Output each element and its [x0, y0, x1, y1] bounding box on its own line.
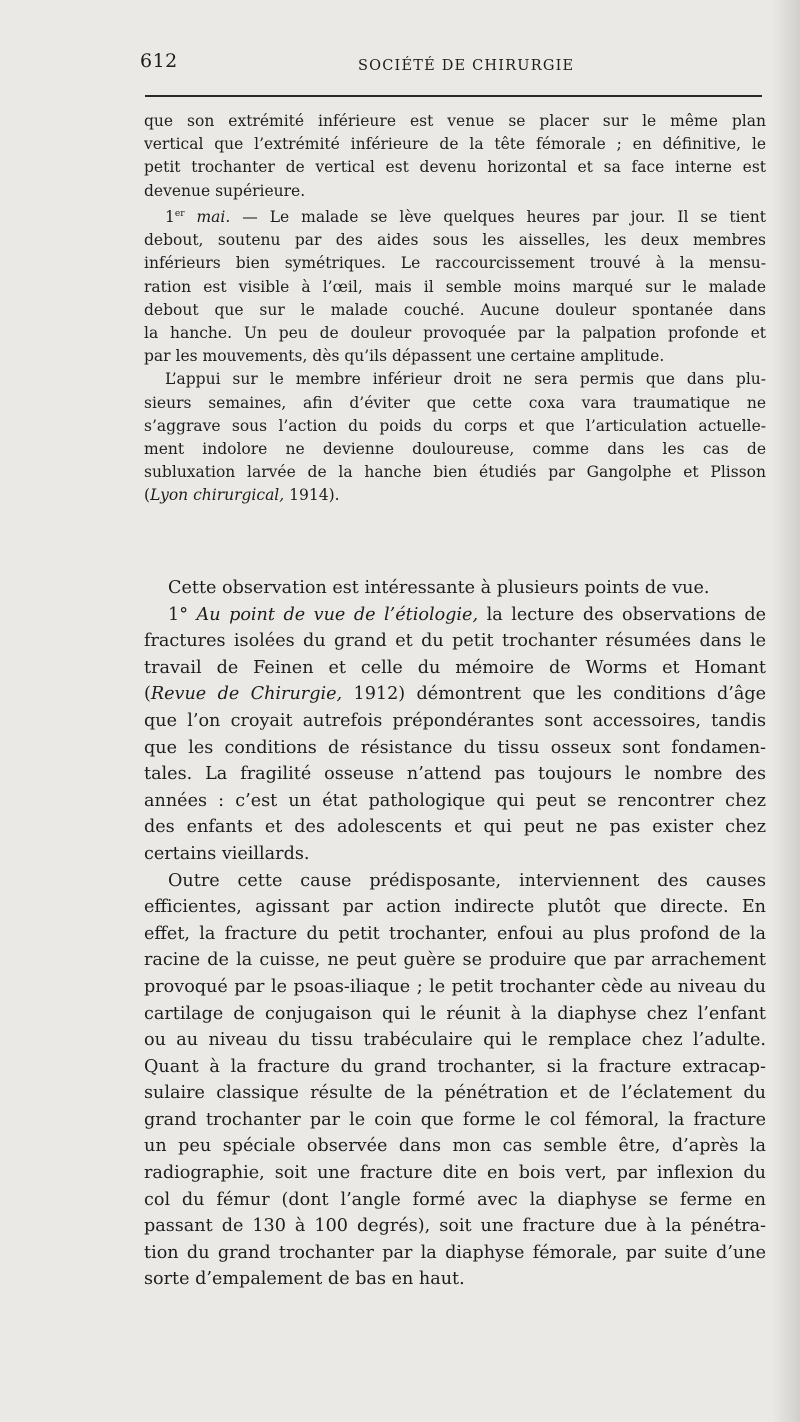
text-line: L’appui sur le membre inférieur droit ne sera permis que dans plu-: [165, 370, 766, 389]
text-line: années : c’est un état pathologique qui peut se rencontrer chez: [144, 790, 766, 811]
text-fragment: — Le malade se lève quelques heures par jour. Il se tient: [242, 207, 766, 226]
citation-title: Lyon chirurgical,: [150, 486, 285, 505]
text-line: s’aggrave sous l’action du poids du corps et que l’articulation actuelle-: [144, 416, 766, 435]
text-line: par les mouvements, dès qu’ils dépassent une certaine amplitude.: [144, 347, 665, 366]
text-line: racine de la cuisse, ne peut guère se produire que par arrachement: [144, 950, 766, 971]
text-fragment: 1°: [168, 604, 188, 625]
header-rule: [145, 95, 762, 97]
text-line: cartilage de conjugaison qui le réunit à la diaphyse chez l’enfant: [144, 1003, 766, 1024]
text-line: certains vieillards.: [144, 843, 310, 864]
text-fragment: la lecture des observations de: [486, 604, 767, 625]
text-line: vertical que l’extrémité inférieure de la tête fémorale ; en définitive, le: [144, 135, 766, 154]
text-line: petit trochanter de vertical est devenu horizontal et sa face interne est: [144, 158, 766, 177]
text-line: devenue supérieure.: [144, 181, 306, 200]
text-line: ration est visible à l’œil, mais il semble moins marqué sur le malade: [144, 277, 766, 296]
text-line: efficientes, agissant par action indirecte plutôt que directe. En: [144, 897, 766, 918]
text-line: subluxation larvée de la hanche bien étudiés par Gangolphe et Plisson: [144, 463, 766, 482]
text-line: grand trochanter par le coin que forme le col fémoral, la fracture: [144, 1109, 766, 1130]
text-line: un peu spéciale observée dans mon cas semble être, d’après la: [144, 1136, 766, 1157]
text-line: sieurs semaines, afin d’éviter que cette coxa vara traumatique ne: [144, 393, 766, 412]
text-line: inférieurs bien symétriques. Le raccourcissement trouvé à la mensu-: [144, 254, 766, 273]
text-line: des enfants et des adolescents et qui peut ne pas exister chez: [144, 817, 766, 838]
text-line: [144, 602, 766, 629]
text-line: Outre cette cause prédisposante, interviennent des causes: [168, 870, 766, 891]
text-line: effet, la fracture du petit trochanter, enfoui au plus profond de la: [144, 923, 766, 944]
text-line: tion du grand trochanter par la diaphyse fémorale, par suite d’une: [144, 1242, 766, 1263]
text-line: debout que sur le malade couché. Aucune douleur spontanée dans: [144, 300, 766, 319]
text-fragment: 1912) démontrent que les conditions d’âge: [353, 684, 766, 705]
citation-open: (: [144, 684, 151, 705]
section-emphasis: Au point de vue de l’étiologie,: [196, 604, 479, 625]
text-line: sulaire classique résulte de la pénétration et de l’éclatement du: [144, 1083, 766, 1104]
text-line: Quant à la fracture du grand trochanter, si la fracture extracap-: [144, 1056, 766, 1077]
date-number: 1: [165, 207, 175, 226]
text-line: travail de Feinen et celle du mémoire de Worms et Homant: [144, 657, 766, 678]
discussion-paragraphs: [144, 575, 766, 1293]
text-line: [144, 484, 766, 507]
text-line: col du fémur (dont l’angle formé avec la diaphyse se ferme en: [144, 1189, 766, 1210]
text-line: que les conditions de résistance du tissu osseux sont fondamen-: [144, 737, 766, 758]
text-line: tales. La fragilité osseuse n’attend pas toujours le nombre des: [144, 764, 766, 785]
text-line: sorte d’empalement de bas en haut.: [144, 1269, 465, 1290]
text-line: [144, 681, 766, 708]
date-word: mai.: [196, 207, 231, 226]
date-superscript: er: [174, 208, 185, 219]
page-header: [140, 50, 762, 80]
text-line: Cette observation est intéressante à plusieurs points de vue.: [168, 578, 710, 598]
text-line: radiographie, soit une fracture dite en bois vert, par inflexion du: [144, 1163, 766, 1184]
text-line: la hanche. Un peu de douleur provoquée par la palpation profonde et: [144, 323, 766, 342]
citation-title: Revue de Chirurgie,: [150, 684, 343, 705]
citation-open: (: [144, 486, 151, 505]
text-line: provoqué par le psoas-iliaque ; le petit trochanter cède au niveau du: [144, 976, 766, 997]
text-line: ment indolore ne devienne douloureuse, comme dans les cas de: [144, 440, 766, 458]
text-line: [144, 203, 766, 229]
text-line: fractures isolées du grand et du petit trochanter résumées dans le: [144, 631, 766, 652]
running-title: SOCIÉTÉ DE CHIRURGIE: [358, 58, 575, 74]
page-number: 612: [140, 50, 178, 72]
text-line: que son extrémité inférieure est venue se placer sur le même plan: [144, 112, 766, 130]
text-line: debout, soutenu par des aides sous les aisselles, les deux membres: [144, 231, 766, 250]
text-fragment: 1914).: [289, 486, 340, 505]
page-edge-shadow: [772, 0, 800, 1422]
text-line: que l’on croyait autrefois prépondérantes sont accessoires, tandis: [144, 710, 766, 731]
observation-paragraphs: [144, 110, 766, 508]
text-line: ou au niveau du tissu trabéculaire qui le remplace chez l’adulte.: [144, 1030, 766, 1051]
text-line: passant de 130 à 100 degrés), soit une fracture due à la pénétra-: [144, 1216, 766, 1237]
